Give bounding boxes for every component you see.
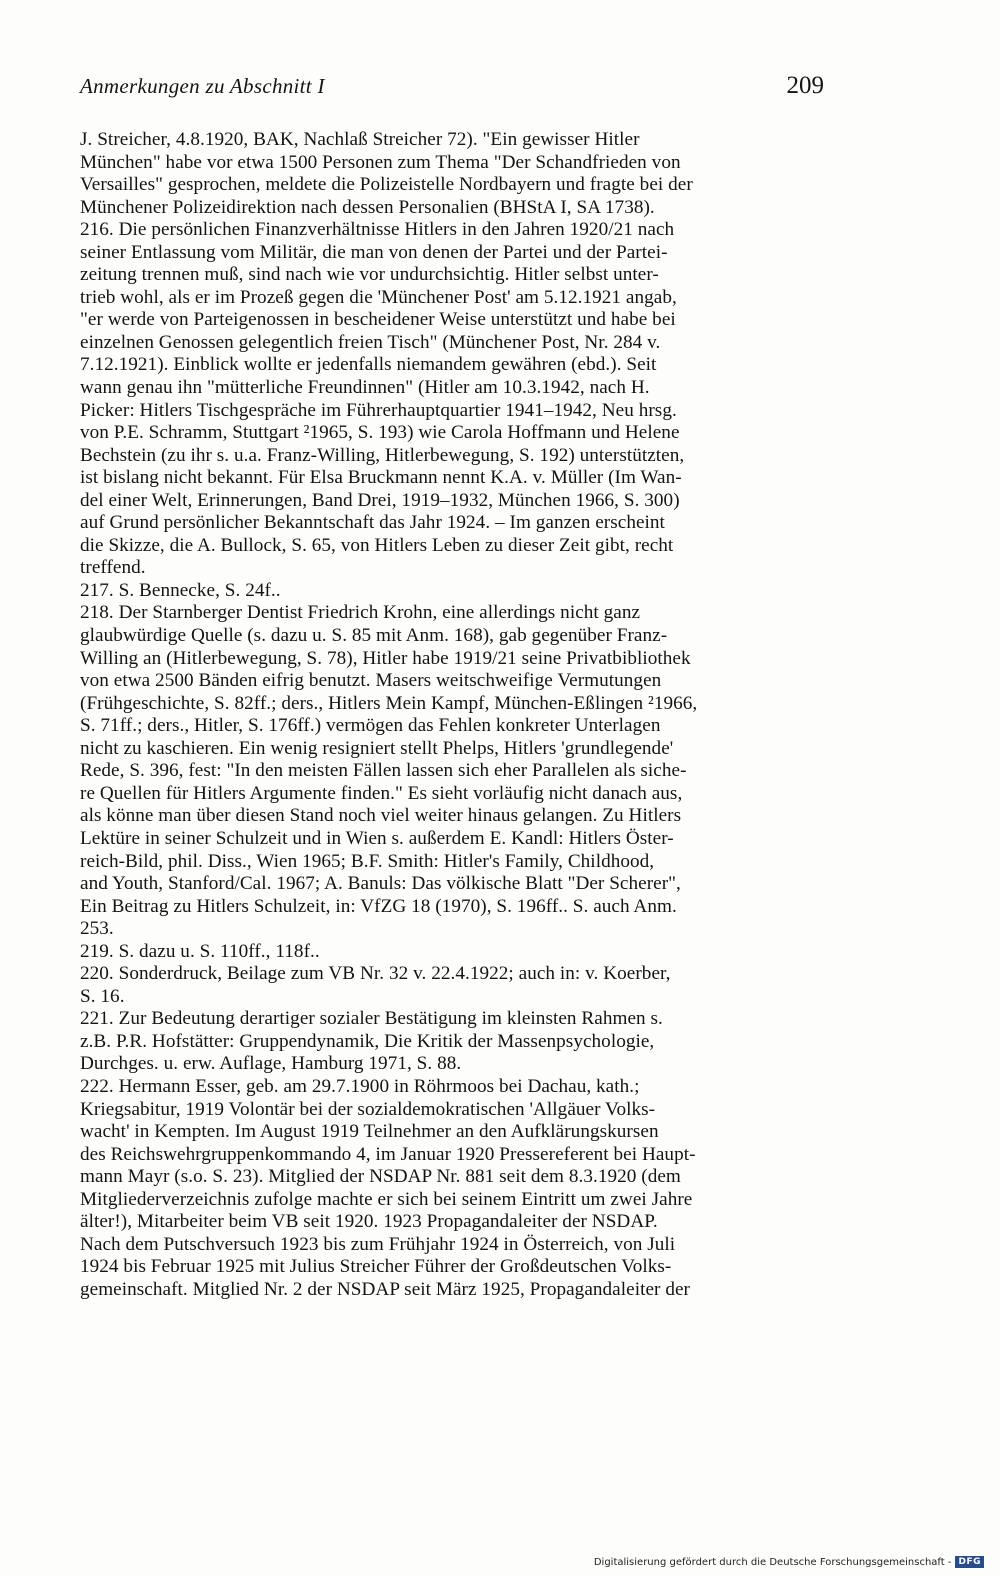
text-line: des Reichswehrgruppenkommando 4, im Januar 1920 Pressereferent bei Haupt- [80,1143,696,1165]
footer-credit [594,1556,984,1568]
text-line: mann Mayr (s.o. S. 23). Mitglied der NSDAP Nr. 881 seit dem 8.3.1920 (dem [80,1166,681,1188]
text-line: 1924 bis Februar 1925 mit Julius Streicher Führer der Großdeutschen Volks- [80,1256,672,1278]
text-line: Lektüre in seiner Schulzeit und in Wien s. außerdem E. Kandl: Hitlers Öster- [80,827,674,849]
text-line: z.B. P.R. Hofstätter: Gruppendynamik, Die Kritik der Massenpsychologie, [80,1030,655,1052]
text-line: Willing an (Hitlerbewegung, S. 78), Hitler habe 1919/21 seine Privatbibliothek [80,647,691,669]
text-line: (Frühgeschichte, S. 82ff.; ders., Hitlers Mein Kampf, München-Eßlingen ²1966, [80,692,698,714]
running-title: Anmerkungen zu Abschnitt I [80,74,325,98]
text-line: einzelnen Genossen gelegentlich freien Tisch" (Münchener Post, Nr. 284 v. [80,331,661,353]
text-line: S. 16. [80,985,125,1007]
text-line: 218. Der Starnberger Dentist Friedrich Krohn, eine allerdings nicht ganz [80,602,641,624]
text-line: Rede, S. 396, fest: "In den meisten Fällen lassen sich eher Parallelen als siche- [80,760,687,782]
page-number: 209 [786,72,824,99]
text-line: reich-Bild, phil. Diss., Wien 1965; B.F. Smith: Hitler's Family, Childhood, [80,850,655,872]
text-line: 217. S. Bennecke, S. 24f.. [80,579,281,601]
footer-credit-text: Digitalisierung gefördert durch die Deutsche Forschungsgemeinschaft - [593,1556,952,1568]
text-line: seiner Entlassung vom Militär, die man von denen der Partei und der Partei- [80,241,668,263]
text-line: treffend. [80,557,146,579]
text-line: Kriegsabitur, 1919 Volontär bei der sozialdemokratischen 'Allgäuer Volks- [80,1098,656,1120]
text-line: glaubwürdige Quelle (s. dazu u. S. 85 mit Anm. 168), gab gegenüber Franz- [80,625,668,647]
text-line: Mitgliederverzeichnis zufolge machte er sich bei seinem Eintritt um zwei Jahre [80,1188,693,1210]
text-line: Münchener Polizeidirektion nach dessen Personalien (BHStA I, SA 1738). [80,196,655,218]
footnotes-body [80,129,826,1301]
text-line: "er werde von Parteigenossen in bescheidener Weise unterstützt und habe bei [80,309,676,331]
text-line: München" habe vor etwa 1500 Personen zum Thema "Der Schandfrieden von [80,151,681,173]
text-line: wann genau ihn "mütterliche Freundinnen" (Hitler am 10.3.1942, nach H. [80,377,650,399]
text-line: Picker: Hitlers Tischgespräche im Führerhauptquartier 1941–1942, Neu hrsg. [80,399,677,421]
text-line: 7.12.1921). Einblick wollte er jedenfalls niemandem gewähren (ebd.). Seit [80,354,657,376]
text-line: Ein Beitrag zu Hitlers Schulzeit, in: VfZG 18 (1970), S. 196ff.. S. auch Anm. [80,895,677,917]
text-line: 220. Sonderdruck, Beilage zum VB Nr. 32 v. 22.4.1922; auch in: v. Koerber, [80,963,671,985]
text-line: als könne man über diesen Stand noch viel weiter hinaus gelangen. Zu Hitlers [80,805,682,827]
text-line: Durchges. u. erw. Auflage, Hamburg 1971, S. 88. [80,1053,462,1075]
text-line: J. Streicher, 4.8.1920, BAK, Nachlaß Streicher 72). "Ein gewisser Hitler [80,129,640,150]
text-line: re Quellen für Hitlers Argumente finden." Es sieht vorläufig nicht danach aus, [80,782,683,804]
text-line: del einer Welt, Erinnerungen, Band Drei, 1919–1932, München 1966, S. 300) [80,489,680,511]
text-line: 253. [80,918,114,940]
text-line: Bechstein (zu ihr s. u.a. Franz-Willing, Hitlerbewegung, S. 192) unterstützten, [80,444,685,466]
text-line: Versailles" gesprochen, meldete die Polizeistelle Nordbayern und fragte bei der [80,174,693,196]
text-line: älter!), Mitarbeiter beim VB seit 1920. 1923 Propagandaleiter der NSDAP. [80,1211,658,1233]
text-line: trieb wohl, als er im Prozeß gegen die 'Münchener Post' am 5.12.1921 angab, [80,286,677,308]
text-line: von etwa 2500 Bänden eifrig benutzt. Masers weitschweifige Vermutungen [80,670,662,692]
text-line: die Skizze, die A. Bullock, S. 65, von Hitlers Leben zu dieser Zeit gibt, recht [80,534,674,556]
text-line: and Youth, Stanford/Cal. 1967; A. Banuls: Das völkische Blatt "Der Scherer", [80,873,681,895]
text-line: 221. Zur Bedeutung derartiger sozialer Bestätigung im kleinsten Rahmen s. [80,1008,663,1030]
text-line: 222. Hermann Esser, geb. am 29.7.1900 in Röhrmoos bei Dachau, kath.; [80,1075,640,1097]
text-line: ist bislang nicht bekannt. Für Elsa Bruckmann nennt K.A. v. Müller (Im Wan- [80,467,682,489]
text-line: wacht' in Kempten. Im August 1919 Teilnehmer an den Aufklärungskursen [80,1121,659,1143]
text-line: Nach dem Putschversuch 1923 bis zum Frühjahr 1924 in Österreich, von Juli [80,1233,676,1255]
text-line: nicht zu kaschieren. Ein wenig resigniert stellt Phelps, Hitlers 'grundlegende' [80,737,674,759]
text-line: 216. Die persönlichen Finanzverhältnisse Hitlers in den Jahren 1920/21 nach [80,219,675,241]
text-line: von P.E. Schramm, Stuttgart ²1965, S. 193) wie Carola Hoffmann und Helene [80,422,680,444]
text-line: gemeinschaft. Mitglied Nr. 2 der NSDAP seit März 1925, Propagandaleiter der [80,1278,690,1300]
dfg-logo: DFG [955,1556,984,1568]
text-line: zeitung trennen muß, sind nach wie vor undurchsichtig. Hitler selbst unter- [80,264,659,286]
text-line: S. 71ff.; ders., Hitler, S. 176ff.) vermögen das Fehlen konkreter Unterlagen [80,715,661,737]
text-line: 219. S. dazu u. S. 110ff., 118f.. [80,940,320,962]
text-line: auf Grund persönlicher Bekanntschaft das Jahr 1924. – Im ganzen erscheint [80,512,665,534]
